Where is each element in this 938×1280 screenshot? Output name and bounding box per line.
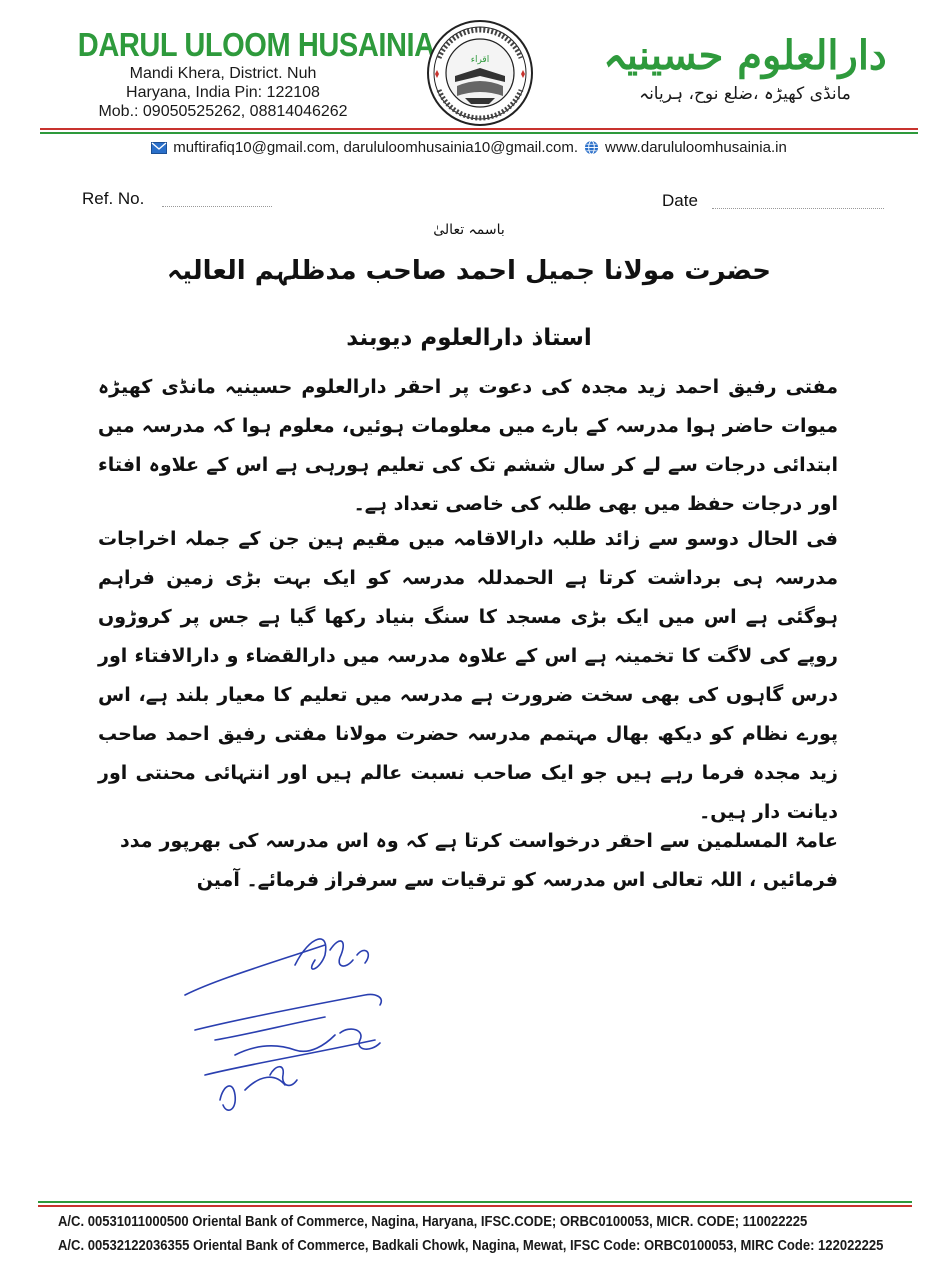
letter-paragraph-3: عامۃ المسلمین سے احقر درخواست کرتا ہے کہ وہ اس مدرسہ کی بھرپور مدد فرمائیں ، اللہ تعالی اس مدرسہ کو ترقیات سے سرفراز فرمائے۔ آمین [120,830,838,891]
ref-no-label: Ref. No. [82,189,145,208]
bank-account-line-1: A/C. 00531011000500 Oriental Bank of Commerce, Nagina, Haryana, IFSC.CODE; ORBC0100053, MICR. CODE; 110022225 [58,1214,808,1230]
seal-text: اقراء [470,55,490,65]
contact-row [0,139,938,156]
email-icon [151,142,167,154]
salutation-heading: حضرت مولانا جمیل احمد صاحب مدظلہم العالیہ [166,256,772,286]
letter-paragraph-1: مفتی رفیق احمد زید مجدہ کی دعوت پر احقر دارالعلوم حسینیہ مانڈی کھیڑہ میوات حاضر ہوا مدرسہ کے بارے میں معلومات ہوئیں، معلوم ہوا کہ مدرسہ میں ابتدائی درجات سے لے کر سال ششم تک کی تعلیم ہورہی ہے اس کے علاوہ افتاء اور درجات حفظ میں بھی طلبہ کی خاصی تعداد ہے۔ [98,376,838,515]
ref-no-line [162,206,272,207]
date-line [712,208,884,209]
handwritten-signature [175,925,425,1125]
bismihi-heading: باسمہ تعالیٰ [433,222,505,238]
header-urdu [595,30,895,106]
institution-seal-logo [425,18,535,128]
header-divider-green [40,132,918,134]
date-label: Date [662,191,698,210]
footer-divider-red [38,1205,912,1207]
footer-divider-green [38,1201,912,1203]
bank-account-line-2: A/C. 00532122036355 Oriental Bank of Commerce, Badkali Chowk, Nagina, Mewat, IFSC Code: ORBC0100053, MIRC Code: 122022225 [58,1238,884,1254]
address-line-2: Haryana, India Pin: 122108 [126,84,320,101]
email-addresses[interactable]: muftirafiq10@gmail.com, darululoomhusainia10@gmail.com. [173,139,579,156]
letter-paragraph-2: فی الحال دوسو سے زائد طلبہ دارالاقامہ میں مقیم ہین جن کے جملہ اخراجات مدرسہ ہی برداشت کرتا ہے الحمدللہ مدرسہ کو ایک بہت بڑی زمین فراہم ہوگئی ہے اس میں ایک بڑی مسجد کا سنگ بنیاد رکھا گیا ہے جس پر کروڑوں روپے کی لاگت کا تخمینہ ہے اس کے علاوہ مدرسہ میں دارالقضاء و دارالافتاء اور درس گاہوں کی بھی سخت ضرورت ہے مدرسہ میں تعلیم کا معیار بلند ہے، اس پورے نظام کو دیکھ بھال مہتمم مدرسہ حضرت مولانا مفتی رفیق احمد صاحب زید مجدہ فرما رہے ہیں جو ایک صاحب نسبت عالم ہیں اور انتہائی محنتی اور دیانت دار ہیں۔ [98,528,838,823]
header-divider-red [40,128,918,130]
mobile-numbers: Mob.: 09050525262, 08814046262 [98,103,348,120]
website-link[interactable]: www.darululoomhusainia.in [605,139,787,156]
designation-heading: استاذ دارالعلوم دیوبند [346,325,592,351]
institution-name-english: DARUL ULOOM HUSAINIA [77,26,435,63]
address-line-1: Mandi Khera, District. Nuh [129,65,317,82]
header-english [58,26,435,121]
institution-name-urdu: دارالعلوم حسینیہ [603,32,887,79]
globe-icon [584,140,599,155]
address-urdu: مانڈی کھیڑہ ،ضلع نوح، ہریانہ [639,84,851,104]
